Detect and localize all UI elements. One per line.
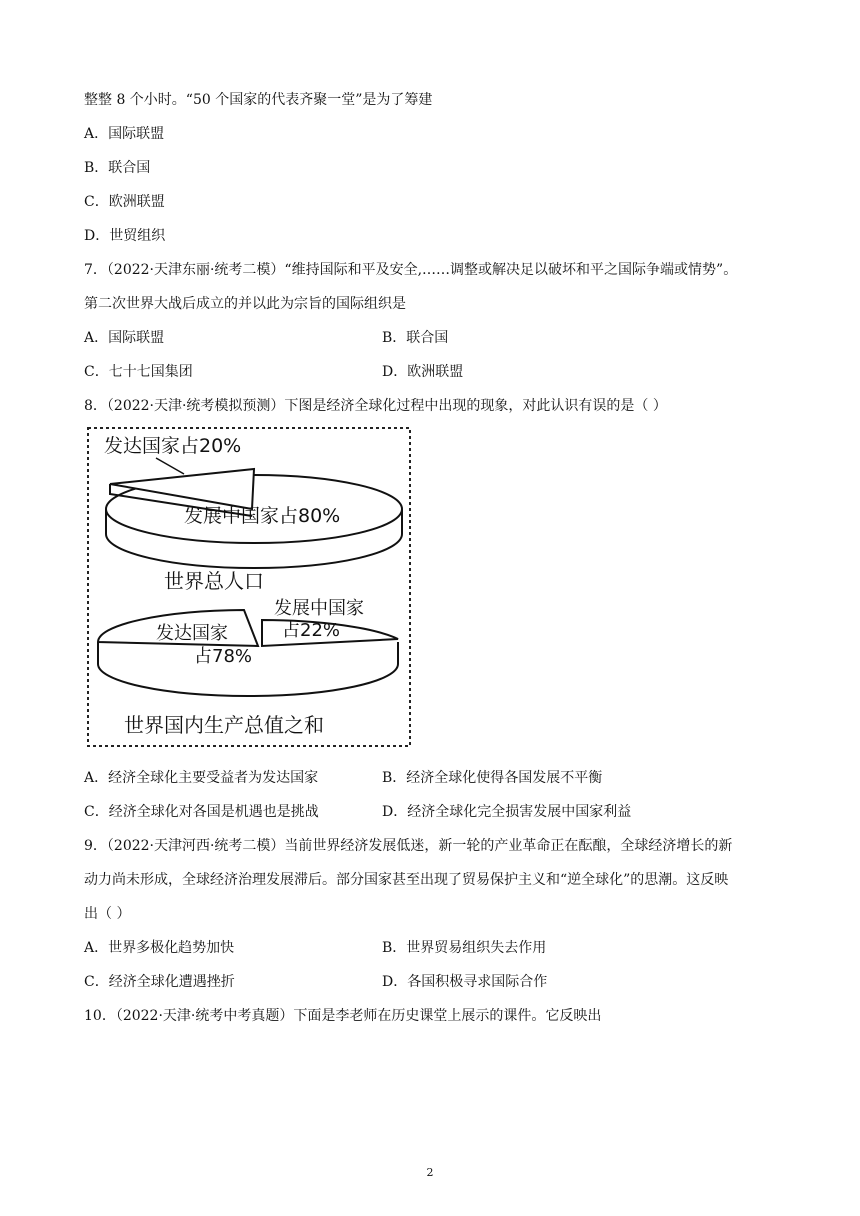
- q7-option-a: A．国际联盟: [84, 330, 165, 346]
- q8-option-a: A．经济全球化主要受益者为发达国家: [84, 770, 319, 786]
- q6-option-a: A．国际联盟: [84, 126, 165, 142]
- q7-option-d: D．欧洲联盟: [382, 364, 464, 380]
- pie1-population: [104, 435, 402, 593]
- pie1-label-developing: 发展中国家占80%: [184, 505, 341, 527]
- q9-stem-line3: 出（ ）: [84, 906, 131, 922]
- pie2-label-developing-b: 占22%: [282, 620, 341, 641]
- pie2-gdp: [98, 598, 398, 737]
- q8-option-d: D．经济全球化完全损害发展中国家利益: [382, 804, 632, 820]
- q7-stem-line2: 第二次世界大战后成立的并以此为宗旨的国际组织是: [84, 296, 406, 312]
- q7-stem-line1: 7．（2022·天津东丽·统考二模）“维持国际和平及安全,……调整或解决足以破坏和平之国际争端或情势”。: [84, 262, 738, 278]
- pie1-label-developed: 发达国家占20%: [104, 435, 242, 457]
- q10-stem-line1: 10．（2022·天津·统考中考真题）下面是李老师在历史课堂上展示的课件。它反映出: [84, 1008, 602, 1024]
- pie2-label-developed-a: 发达国家: [156, 623, 228, 644]
- q6-option-b: B．联合国: [84, 160, 151, 176]
- pie2-label-developed-b: 占78%: [194, 646, 253, 667]
- q8-pie-figure: [84, 424, 414, 750]
- q9-option-b: B．世界贸易组织失去作用: [382, 940, 547, 956]
- pie1-caption: 世界总人口: [164, 569, 264, 593]
- q9-stem-line2: 动力尚未形成，全球经济治理发展滞后。部分国家甚至出现了贸易保护主义和“逆全球化”的思潮。这反映: [84, 872, 729, 888]
- q6-option-c: C．欧洲联盟: [84, 194, 165, 210]
- pie2-label-developing-a: 发展中国家: [274, 598, 364, 619]
- q8-pie-svg: [84, 424, 414, 750]
- q8-option-c: C．经济全球化对各国是机遇也是挑战: [84, 804, 319, 820]
- pie1-pointer-line: [156, 458, 184, 474]
- pie2-caption: 世界国内生产总值之和: [124, 713, 324, 737]
- q9-option-d: D．各国积极寻求国际合作: [382, 974, 548, 990]
- q8-stem-line1: 8．（2022·天津·统考模拟预测）下图是经济全球化过程中出现的现象，对此认识有误的是（ ）: [84, 398, 667, 414]
- q6-option-d: D．世贸组织: [84, 228, 166, 244]
- q7-option-c: C．七十七国集团: [84, 364, 193, 380]
- page-number: 2: [426, 1166, 434, 1179]
- q9-stem-line1: 9．（2022·天津河西·统考二模）当前世界经济发展低迷，新一轮的产业革命正在酝酿，全球经济增长的新: [84, 838, 733, 854]
- q9-option-c: C．经济全球化遭遇挫折: [84, 974, 235, 990]
- q7-option-b: B．联合国: [382, 330, 449, 346]
- q9-option-a: A．世界多极化趋势加快: [84, 940, 235, 956]
- q6-continuation: 整整 8 个小时。“50 个国家的代表齐聚一堂”是为了筹建: [84, 92, 433, 108]
- q8-option-b: B．经济全球化使得各国发展不平衡: [382, 770, 603, 786]
